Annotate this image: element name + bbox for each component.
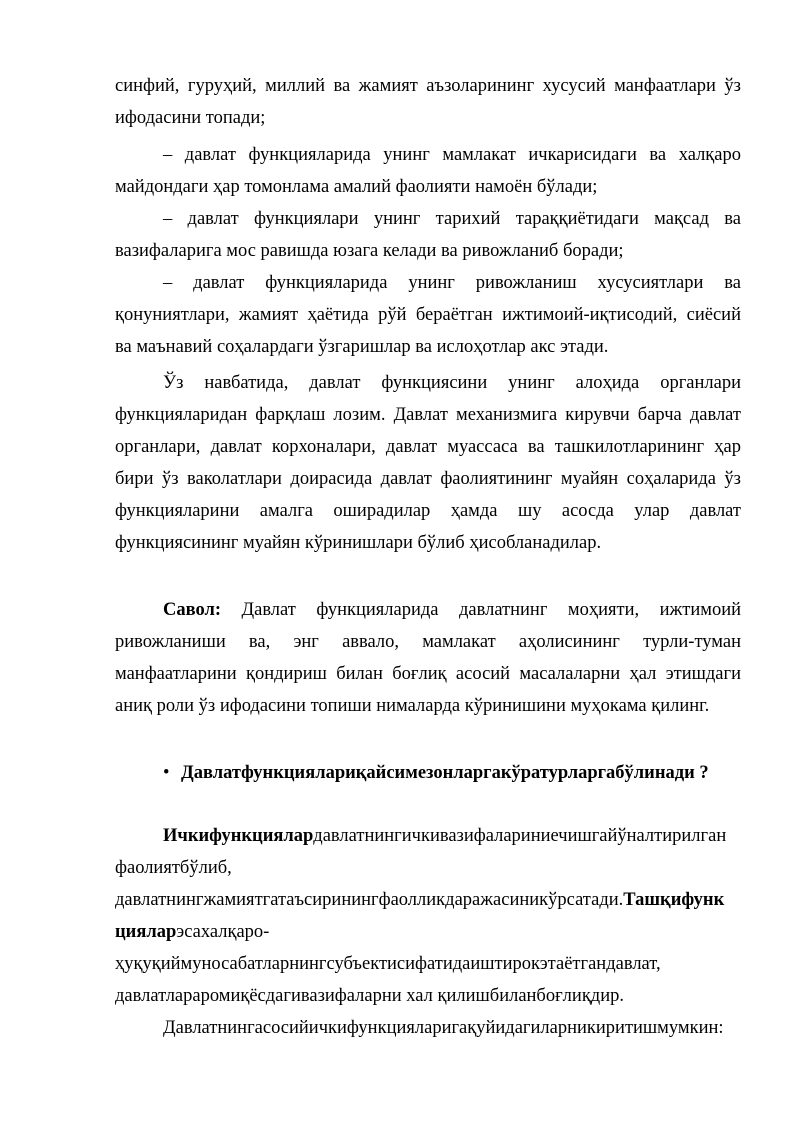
intro-line-1: синфий, гуруҳий, миллий ва жамият аъзоларининг хусусий манфаатлари ўз [115,76,741,96]
question-line-3: манфаатларини қондириш билан боғлиқ асосий масалаларни ҳал этишдаги [115,664,741,684]
item2-line-1: – давлат функциялари унинг тарихий тараққиётидаги мақсад ва [163,209,741,229]
internal-line-6: давлатлараромиқёсдагивазифаларни хал қилишбиланбоғлиқдир. [115,986,624,1006]
intro-line-2: ифодасини топади; [115,108,266,128]
item1-line-1: – давлат функцияларида унинг мамлакат ичкарисидаги ва халқаро [163,145,741,165]
internal-line-2: фаолиятбўлиб, [115,858,232,878]
internal-line-1-text: давлатнингичкивазифаларини​ечишгайўналтирилган [313,826,727,846]
organs-line-3: органлари, давлат корхоналари, давлат муассаса ва ташкилотларининг ҳар [115,437,741,457]
question-label: Савол: [163,600,222,620]
internal-line-4 [115,920,741,944]
organs-line-1: Ўз навбатида, давлат функциясини унинг алоҳида органлари [163,373,741,393]
question-line-2: ривожланиши ва, энг аввало, мамлакат аҳолисининг турли-туман [115,632,741,652]
bullet-heading: Давлатфункциялариқайсимезонларгакўратурларгабўлинади ? [181,763,709,783]
question-line-1 [163,598,741,622]
question-line-4: аниқ роли ўз ифодасини топиши нималарда кўринишини муҳокама қилинг. [115,696,710,716]
bullet-icon: • [163,763,170,783]
internal-line-1 [163,824,741,848]
item2-line-2: вазифаларига мос равишда юзага келади ва ривожланиб боради; [115,241,624,261]
organs-line-2: функцияларидан фарқлаш лозим. Давлат механизмига кирувчи барча давлат [115,405,741,425]
internal-line-4-text: эсахалқаро- [176,922,270,942]
closing-line-1: Давлатнингасосийичкифункцияларигақуйидагиларникиритишмумкин: [163,1018,724,1038]
internal-term: Ичкифункциялар [163,826,314,846]
item1-line-2: майдондаги ҳар томонлама амалий фаолияти намоён бўлади; [115,177,598,197]
external-term-part-b: циялар [115,922,177,942]
item3-line-2: қонуниятлари, жамият ҳаётида рўй бераётган ижтимоий-иқтисодий, сиёсий [115,305,741,325]
organs-line-5: функцияларини амалга оширадилар ҳамда шу асосда улар давлат [115,501,741,521]
internal-line-3 [115,888,741,912]
question-line-1-text: Давлат функцияларида давлатнинг моҳияти, ижтимоий [221,600,741,620]
organs-line-6: функциясининг муайян кўринишлари бўлиб ҳисобланадилар. [115,533,602,553]
external-term-part-a: Ташқифунк [623,890,725,910]
internal-line-3-text: давлатнингжамиятгатаъсирининг​фаолликдаражасиникўрсатади. [115,890,624,910]
internal-line-5: ҳуқуқиймуносабатларнинг​субъектисифатидаиштирокэтаётгандавлат, [115,954,661,974]
item3-line-1: – давлат функцияларида унинг ривожланиш хусусиятлари ва [163,273,741,293]
organs-line-4: бири ўз ваколатлари доирасида давлат фаолиятининг муайян соҳаларида ўз [115,469,741,489]
item3-line-3: ва маънавий соҳалардаги ўзгаришлар ва ислоҳотлар акс этади. [115,337,609,357]
